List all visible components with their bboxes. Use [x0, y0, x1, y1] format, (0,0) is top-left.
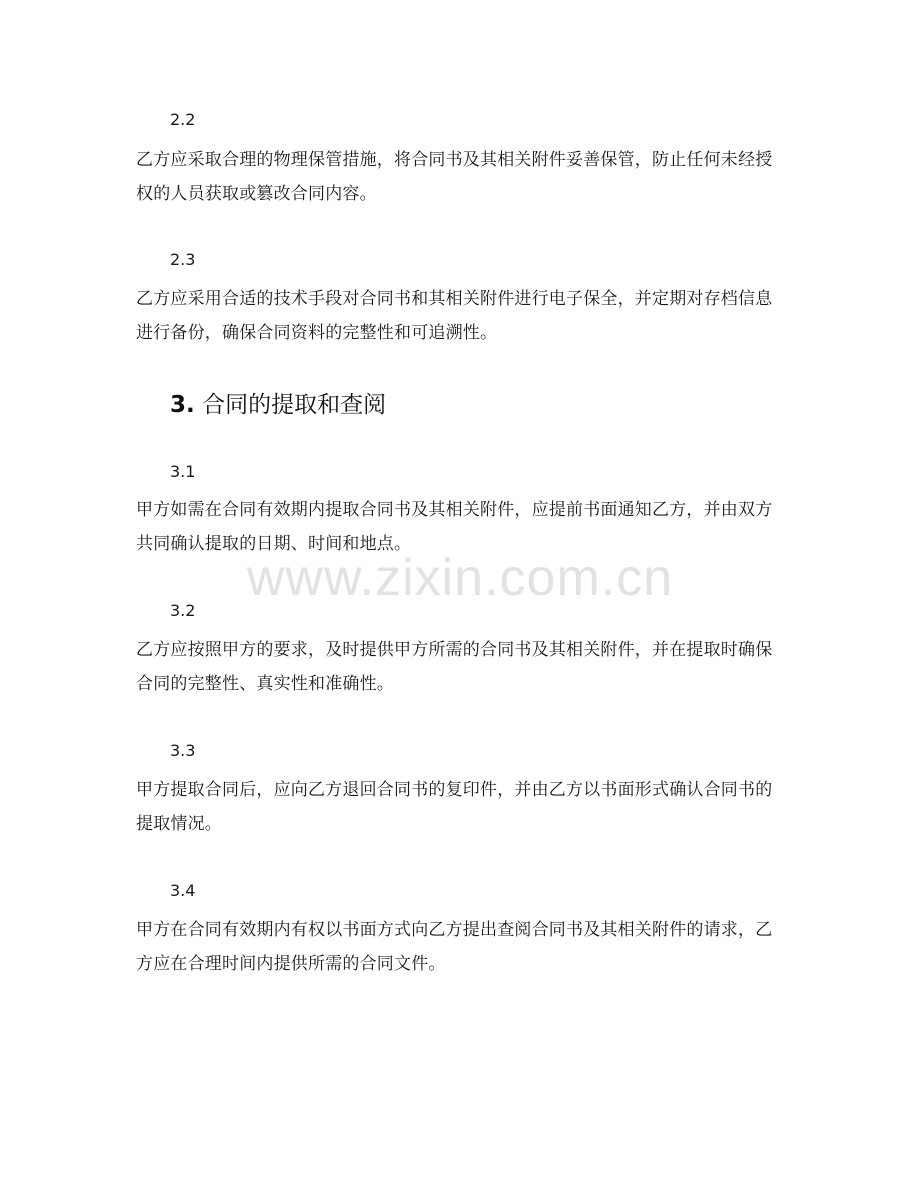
clause-text-2-3: 乙方应采用合适的技术手段对合同书和其相关附件进行电子保全，并定期对存档信息进行备份，确保合同资料的完整性和可追溯性。 [136, 289, 773, 343]
clause-text-3-1: 甲方如需在合同有效期内提取合同书及其相关附件，应提前书面通知乙方，并由双方共同确认提取的日期、时间和地点。 [136, 500, 773, 554]
clause-number-3-4: 3.4 [170, 881, 196, 900]
clause-text-3-4: 甲方在合同有效期内有权以书面方式向乙方提出查阅合同书及其相关附件的请求，乙方应在合理时间内提供所需的合同文件。 [136, 920, 773, 974]
clause-text-3-3: 甲方提取合同后，应向乙方退回合同书的复印件，并由乙方以书面形式确认合同书的提取情况。 [136, 780, 773, 834]
clause-text-2-2: 乙方应采取合理的物理保管措施，将合同书及其相关附件妥善保管，防止任何未经授权的人员获取或篡改合同内容。 [136, 150, 773, 204]
clause-number-2-3: 2.3 [170, 250, 196, 269]
clause-number-3-2: 3.2 [170, 601, 196, 620]
section-heading-number: 3. [170, 392, 195, 418]
clause-text-3-2: 乙方应按照甲方的要求，及时提供甲方所需的合同书及其相关附件，并在提取时确保合同的完整性、真实性和准确性。 [136, 640, 773, 694]
clause-number-3-1: 3.1 [170, 462, 196, 481]
watermark-text: www.zixin.com.cn [246, 549, 674, 607]
section-heading-title: 合同的提取和查阅 [202, 392, 387, 418]
clause-number-3-3: 3.3 [170, 741, 196, 760]
clause-number-2-2: 2.2 [170, 110, 196, 129]
section-heading-3 [170, 390, 386, 420]
